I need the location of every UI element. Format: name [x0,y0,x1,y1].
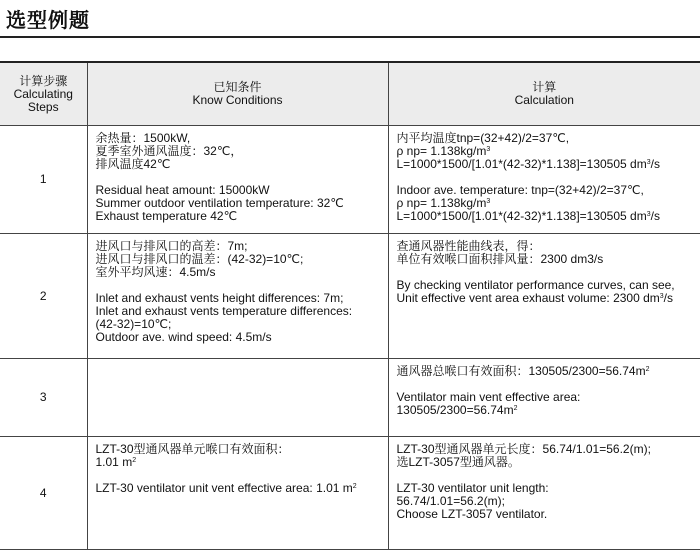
known-line: LZT-30 ventilator unit vent effective area: 1.01 $m^2$ [96,482,380,495]
calc-line: L=1000*1500/[1.01*(42-32)*1.138]=130505 $dm^3/s$ [397,210,693,223]
known-line: Inlet and exhaust vents height differences: 7m; [96,292,380,305]
header-calc-zh: 计算 [389,81,700,94]
known-line: Exhaust temperature 42℃ [96,210,380,223]
calc-line: By checking ventilator performance curves, can see, [397,279,693,292]
calc-line: ρ $np= 1.138kg/m^3$ [397,197,693,210]
calc-line: 内平均温度tnp=(32+42)/2=37℃, [397,132,693,145]
calc-line: LZT-30型通风器单元长度：56.74/1.01=56.2(m); [397,443,693,456]
known-conditions-cell [87,234,388,359]
calc-line: $130505/2300=56.74m^2$ [397,404,693,417]
known-line: 排风温度42℃ [96,158,380,171]
table-row [0,437,700,550]
table-row [0,234,700,359]
known-line: 1.01 $m^2$ [96,456,380,469]
table-header-row [0,62,700,126]
header-steps-en1: Calculating [0,88,87,101]
known-line: (42-32)=10℃; [96,318,380,331]
known-line: 进风口与排风口的温差：(42-32)=10℃; [96,253,380,266]
header-steps [0,62,87,126]
calc-line: Unit effective vent area exhaust volume: 2300 $dm^3/s$ [397,292,693,305]
selection-example-table [0,61,700,550]
calculation-cell [388,234,700,359]
calc-line: 单位有效喉口面积排风量：2300 dm3/s [397,253,693,266]
table-row [0,359,700,437]
known-line: Summer outdoor ventilation temperature: 32℃ [96,197,380,210]
known-line: 夏季室外通风温度：32℃， [96,145,380,158]
known-line: 室外平均风速：4.5m/s [96,266,380,279]
calc-line: Choose LZT-3057 ventilator. [397,508,693,521]
known-line: Inlet and exhaust vents temperature differences: [96,305,380,318]
calc-line: 查通风器性能曲线表，得： [397,240,693,253]
header-calc [388,62,700,126]
known-line: Residual heat amount: 15000kW [96,184,380,197]
calc-line: LZT-30 ventilator unit length: [397,482,693,495]
calculation-cell [388,437,700,550]
calc-line: Indoor ave. temperature: tnp=(32+42)/2=37℃, [397,184,693,197]
table-row [0,126,700,234]
step-number: 1 [0,126,87,234]
calc-line: 选LZT-3057型通风器。 [397,456,693,469]
step-number: 2 [0,234,87,359]
step-number: 4 [0,437,87,550]
calc-line: 56.74/1.01=56.2(m); [397,495,693,508]
calculation-cell [388,359,700,437]
calc-line: Ventilator main vent effective area: [397,391,693,404]
header-calc-en: Calculation [389,94,700,107]
page-title: 选型例题 [6,4,90,33]
title-divider [0,36,700,38]
known-line: 进风口与排风口的高差：7m; [96,240,380,253]
calculation-cell [388,126,700,234]
header-steps-zh: 计算步骤 [0,75,87,88]
header-known-en: Know Conditions [88,94,388,107]
header-steps-en2: Steps [0,101,87,114]
known-conditions-cell [87,359,388,437]
calc-line: L=1000*1500/[1.01*(42-32)*1.138]=130505 $dm^3/s$ [397,158,693,171]
step-number: 3 [0,359,87,437]
header-known [87,62,388,126]
known-conditions-cell [87,126,388,234]
calc-line: ρ $np= 1.138kg/m^3$ [397,145,693,158]
known-conditions-cell [87,437,388,550]
calc-line: 通风器总喉口有效面积：$130505/2300=56.74m^2$ [397,365,693,378]
known-line: LZT-30型通风器单元喉口有效面积： [96,443,380,456]
known-line: 余热量：1500kW, [96,132,380,145]
known-line: Outdoor ave. wind speed: 4.5m/s [96,331,380,344]
header-known-zh: 已知条件 [88,81,388,94]
